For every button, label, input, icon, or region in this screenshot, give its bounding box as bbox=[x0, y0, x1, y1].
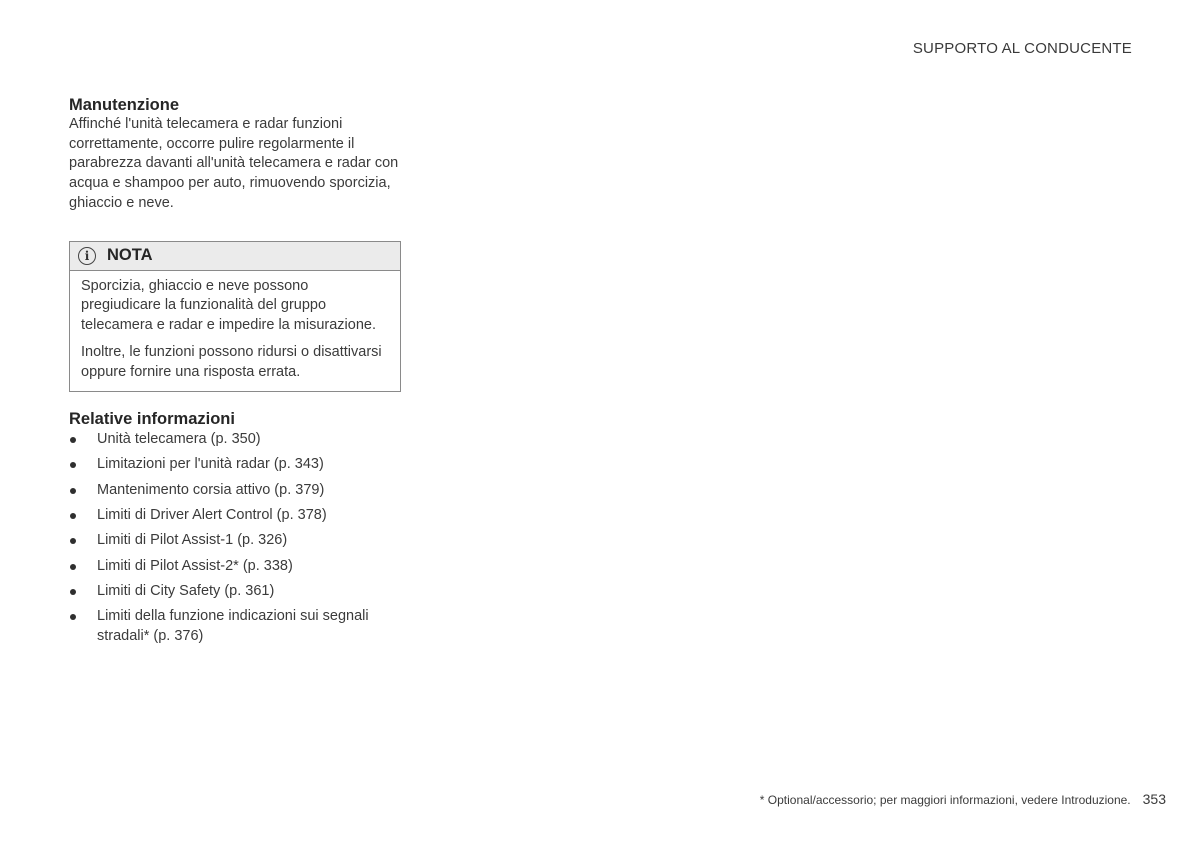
related-link-label: Limiti di City Safety (p. 361) bbox=[97, 582, 275, 599]
related-link-label: Mantenimento corsia attivo (p. 379) bbox=[97, 481, 325, 498]
note-body bbox=[70, 271, 400, 392]
related-link-label: Limiti di Pilot Assist-1 (p. 326) bbox=[97, 532, 288, 549]
related-link[interactable] bbox=[69, 557, 387, 577]
bullet-icon bbox=[70, 538, 76, 544]
note-box bbox=[69, 241, 401, 393]
related-link-label: Limiti della funzione indicazioni sui segnali stradali* (p. 376) bbox=[97, 608, 369, 644]
bullet-icon bbox=[70, 589, 76, 595]
bullet-icon bbox=[70, 437, 76, 443]
bullet-icon bbox=[70, 614, 76, 620]
related-link-label: Unità telecamera (p. 350) bbox=[97, 431, 261, 448]
bullet-icon bbox=[70, 513, 76, 519]
note-paragraph: Sporcizia, ghiaccio e neve possono pregiudicare la funzionalità del gruppo telecamera e radar e impedire la misurazione. bbox=[81, 277, 376, 333]
running-header: SUPPORTO AL CONDUCENTE bbox=[912, 40, 1132, 57]
related-link[interactable] bbox=[69, 481, 387, 501]
related-list bbox=[69, 430, 401, 646]
related-link[interactable] bbox=[69, 506, 387, 526]
related-info-section bbox=[69, 409, 401, 646]
bullet-icon bbox=[70, 462, 76, 468]
related-link-label: Limitazioni per l'unità radar (p. 343) bbox=[97, 456, 324, 473]
related-heading: Relative informazioni bbox=[69, 410, 235, 429]
footnote: * Optional/accessorio; per maggiori informazioni, vedere Introduzione. bbox=[759, 793, 1131, 807]
related-link[interactable] bbox=[69, 455, 387, 475]
note-header bbox=[70, 242, 400, 271]
note-title: NOTA bbox=[107, 246, 153, 265]
note-paragraph: Inoltre, le funzioni possono ridursi o disattivarsi oppure fornire una risposta errata. bbox=[81, 344, 382, 380]
bullet-icon bbox=[70, 488, 76, 494]
related-link-label: Limiti di Pilot Assist-2* (p. 338) bbox=[97, 557, 293, 574]
related-link[interactable] bbox=[69, 531, 387, 551]
main-column bbox=[69, 95, 401, 652]
related-link[interactable] bbox=[69, 582, 387, 602]
related-link-label: Limiti di Driver Alert Control (p. 378) bbox=[97, 506, 327, 523]
maintenance-heading: Manutenzione bbox=[69, 96, 179, 114]
maintenance-text: Affinché l'unità telecamera e radar funzioni correttamente, occorre pulire regolarmente il parabrezza davanti all'unità telecamera e radar con acqua e shampoo per auto, rimuovendo sporcizia, ghiaccio e neve. bbox=[69, 116, 399, 211]
related-link[interactable] bbox=[69, 607, 387, 646]
bullet-icon bbox=[70, 564, 76, 570]
page-number: 353 bbox=[1142, 791, 1166, 807]
related-link[interactable] bbox=[69, 430, 387, 450]
info-icon: i bbox=[78, 247, 96, 265]
page-footer bbox=[760, 791, 1166, 807]
